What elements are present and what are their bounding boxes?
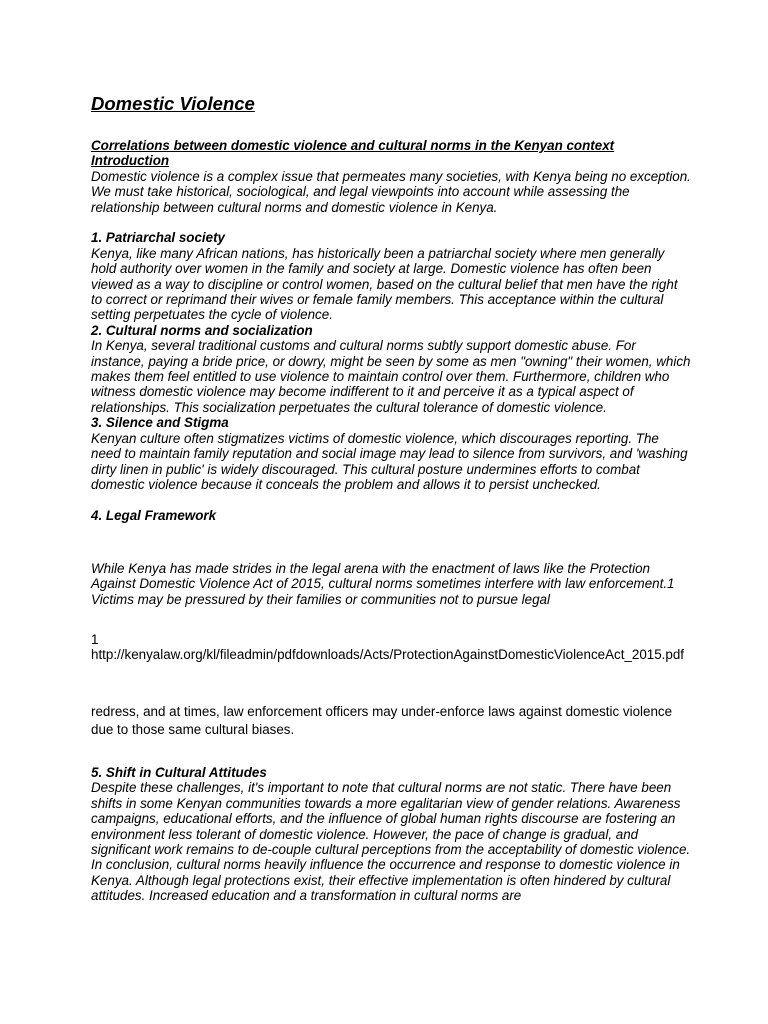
document-subtitle: Correlations between domestic violence and cultural norms in the Kenyan context bbox=[91, 138, 615, 153]
section-paragraph-3: Kenyan culture often stigmatizes victims of domestic violence, which discourages reporting. The need to maintain family reputation and social image may lead to silence from survivors, and 'washing dirty linen in public' is widely discouraged. This cultural posture undermines efforts to combat domestic violence because it conceals the problem and allows it to persist unchecked. bbox=[91, 430, 688, 492]
intro-paragraph: Domestic violence is a complex issue that permeates many societies, with Kenya being no exception. We must take historical, sociological, and legal viewpoints into account while assessing the relationship between cultural norms and domestic violence in Kenya. bbox=[91, 168, 691, 215]
footnote-block bbox=[91, 632, 691, 663]
continuation-block bbox=[91, 703, 691, 739]
footnote-number: 1 bbox=[91, 632, 99, 647]
section-paragraph-2: In Kenya, several traditional customs and cultural norms subtly support domestic abuse. For instance, paying a bride price, or dowry, might be seen by some as men "owning" their women, which makes them feel entitled to use violence to maintain control over them. Furthermore, children who witness domestic violence may become indifferent to it and perceive it as a typical aspect of relationships. This socialization perpetuates the cultural tolerance of domestic violence. bbox=[91, 338, 691, 415]
legal-block bbox=[91, 561, 691, 607]
section-heading-2: 2. Cultural norms and socialization bbox=[91, 322, 313, 338]
section-heading-4: 4. Legal Framework bbox=[91, 507, 217, 523]
section-heading-5: 5. Shift in Cultural Attitudes bbox=[91, 765, 267, 780]
conclusion-paragraph: In conclusion, cultural norms heavily influence the occurrence and response to domestic violence in Kenya. Although legal protections exist, their effective implementation is often hindered by cultural attitudes. Increased education and a transformation in cultural norms are bbox=[91, 857, 680, 904]
section-heading-3: 3. Silence and Stigma bbox=[91, 415, 229, 431]
intro-heading: Introduction bbox=[91, 153, 170, 169]
attitudes-block bbox=[91, 765, 691, 904]
continuation-paragraph: redress, and at times, law enforcement officers may under-enforce laws against domestic violence due to those same cultural biases. bbox=[91, 704, 673, 737]
section-paragraph-5: Despite these challenges, it's important to note that cultural norms are not static. There have been shifts in some Kenyan communities towards a more egalitarian view of gender relations. Awareness campaigns, educational efforts, and the influence of global human rights discourse are fostering an environment less tolerant of domestic violence. However, the pace of change is gradual, and significant work remains to de-couple cultural perceptions from the acceptability of domestic violence. bbox=[91, 780, 691, 858]
document-title: Domestic Violence bbox=[91, 93, 255, 114]
intro-block bbox=[91, 138, 691, 523]
section-paragraph-4: While Kenya has made strides in the legal arena with the enactment of laws like the Protection Against Domestic Violence Act of 2015, cultural norms sometimes interfere with law enforcement.1 Victims may be pressured by their families or communities not to pursue legal bbox=[91, 561, 675, 607]
section-paragraph-1: Kenya, like many African nations, has historically been a patriarchal society where men generally hold authority over women in the family and society at large. Domestic violence has often been viewed as a way to discipline or control women, based on the cultural belief that men have the right to correct or reprimand their wives or female family members. This acceptance within the cultural setting perpetuates the cycle of violence. bbox=[91, 245, 678, 323]
section-heading-1: 1. Patriarchal society bbox=[91, 230, 225, 246]
footnote-link: http://kenyalaw.org/kl/fileadmin/pdfdownloads/Acts/ProtectionAgainstDomesticViolenceAct_2015.pdf bbox=[91, 647, 684, 663]
